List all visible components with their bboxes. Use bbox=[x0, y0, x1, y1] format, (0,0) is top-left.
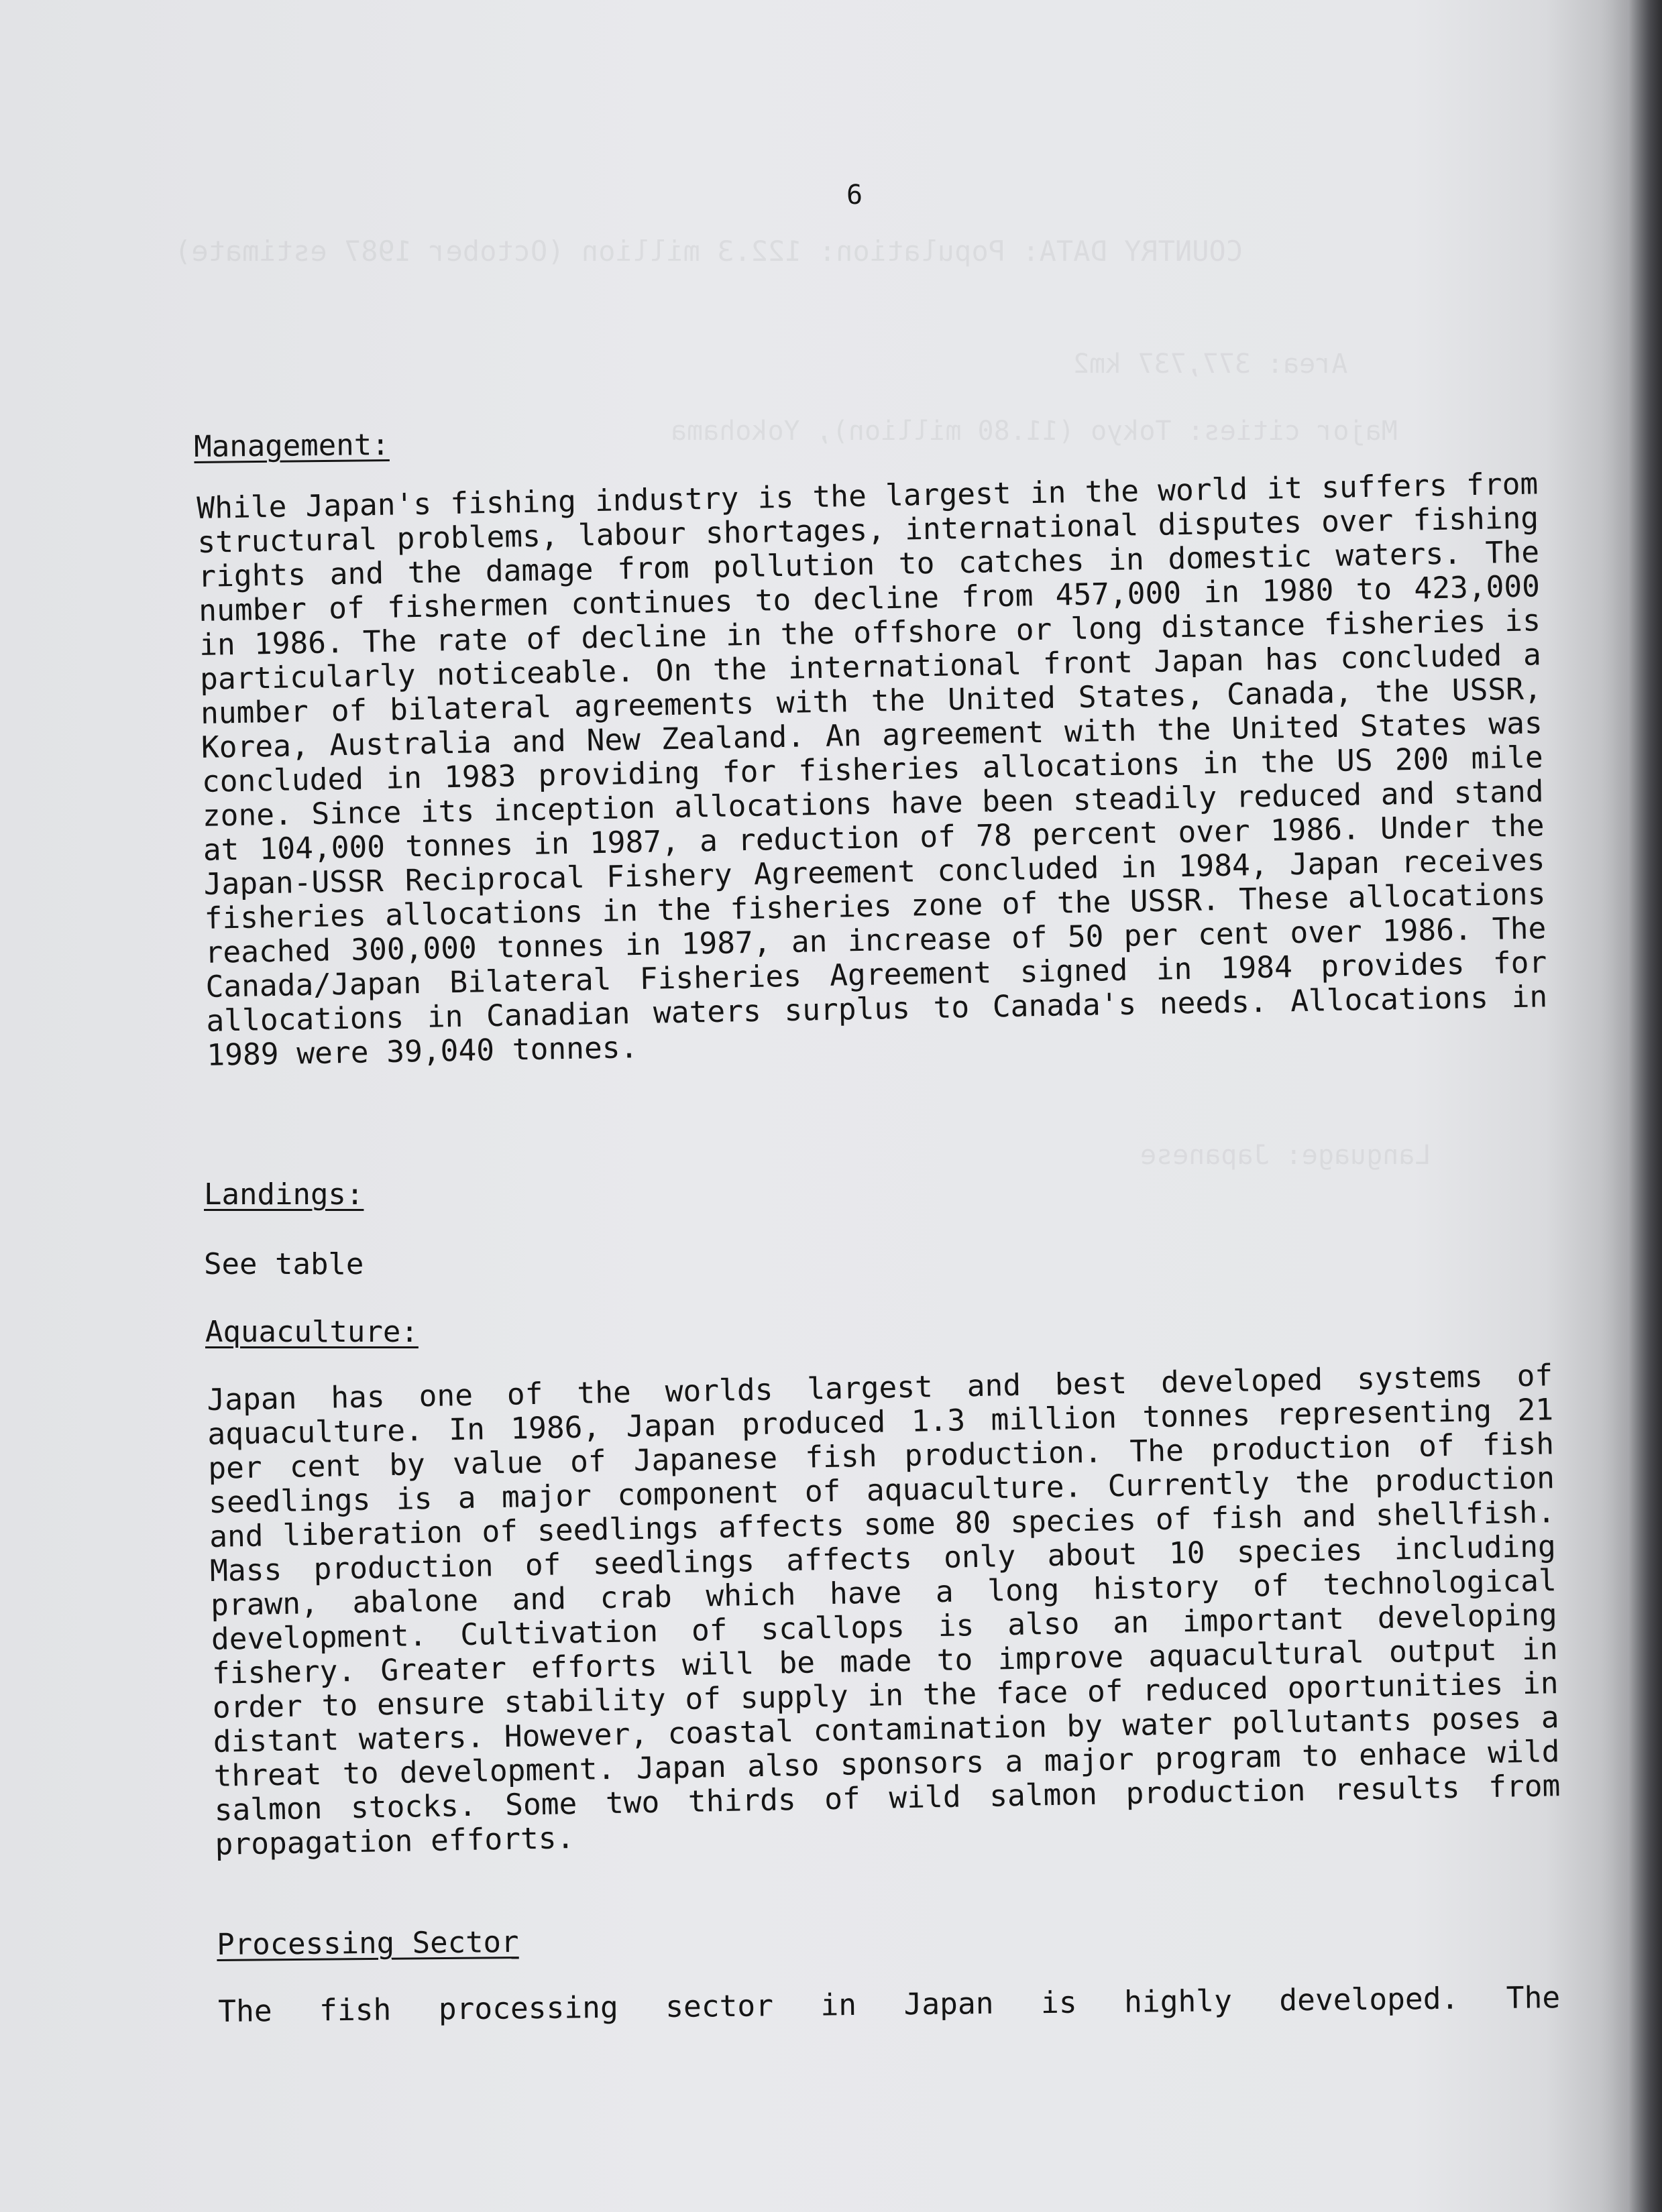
page-number: 6 bbox=[846, 180, 863, 211]
aquaculture-paragraph: Japan has one of the worlds largest and best developed systems of aquaculture. In 1986, Japan produced 1.3 million tonnes representing 21 per cent by value of Japanese fish production. The production of fish seedlings is a major component of aquaculture. Currently the production and liberation of seedlings affects some 80 species of fish and shellfish. Mass production of seedlings affects only about 10 species including prawn, abalone and crab which have a long history of technological development. Cultivation of scallops is also an important developing fishery. Greater efforts will be made to improve aquacultural output in order to ensure stability of supply in the face of reduced oportunities in distant waters. However, coastal contamination by water pollutants poses a threat to development. Japan also sponsors a major program to enhace wild salmon stocks. Some two thirds of wild salmon production results from propagation efforts. bbox=[207, 1358, 1561, 1862]
landings-text: See table bbox=[204, 1247, 364, 1281]
processing-sector-paragraph: The fish processing sector in Japan is highly developed. The bbox=[218, 1981, 1561, 2029]
bleed-through-text: Area: 377,737 km2 bbox=[1073, 349, 1348, 380]
management-heading: Management: bbox=[194, 427, 390, 464]
aquaculture-heading: Aquaculture: bbox=[205, 1315, 419, 1349]
bleed-through-text: Major cities: Tokyo (11.80 million), Yokohama bbox=[671, 416, 1398, 447]
page-edge-shadow bbox=[1602, 0, 1662, 2212]
bleed-through-text: COUNTRY DATA: Population: 122.3 million (October 1987 estimate) bbox=[174, 235, 1243, 268]
processing-sector-heading: Processing Sector bbox=[217, 1925, 519, 1962]
bleed-through-text: Language: Japanese bbox=[1140, 1140, 1431, 1171]
management-paragraph: While Japan's fishing industry is the largest in the world it suffers from structural problems, labour shortages, international disputes over fishing rights and the damage from pollution to catches in domestic waters. The number of fishermen continues to decline from 457,000 in 1980 to 423,000 in 1986. The rate of decline in the offshore or long distance fisheries is particularly noticeable. On the international front Japan has concluded a number of bilateral agreements with the United States, Canada, the USSR, Korea, Australia and New Zealand. An agreement with the United States was concluded in 1983 providing for fisheries allocations in the US 200 mile zone. Since its inception allocations have been steadily reduced and stand at 104,000 tonnes in 1987, a reduction of 78 percent over 1986. Under the Japan-USSR Reciprocal Fishery Agreement concluded in 1984, Japan receives fisheries allocations in the fisheries zone of the USSR. These allocations reached 300,000 tonnes in 1987, an increase of 50 per cent over 1986. The Canada/Japan Bilateral Fisheries Agreement signed in 1984 provides for allocations in Canadian waters surplus to Canada's needs. Allocations in 1989 were 39,040 tonnes. bbox=[197, 467, 1548, 1073]
landings-heading: Landings: bbox=[204, 1177, 364, 1212]
